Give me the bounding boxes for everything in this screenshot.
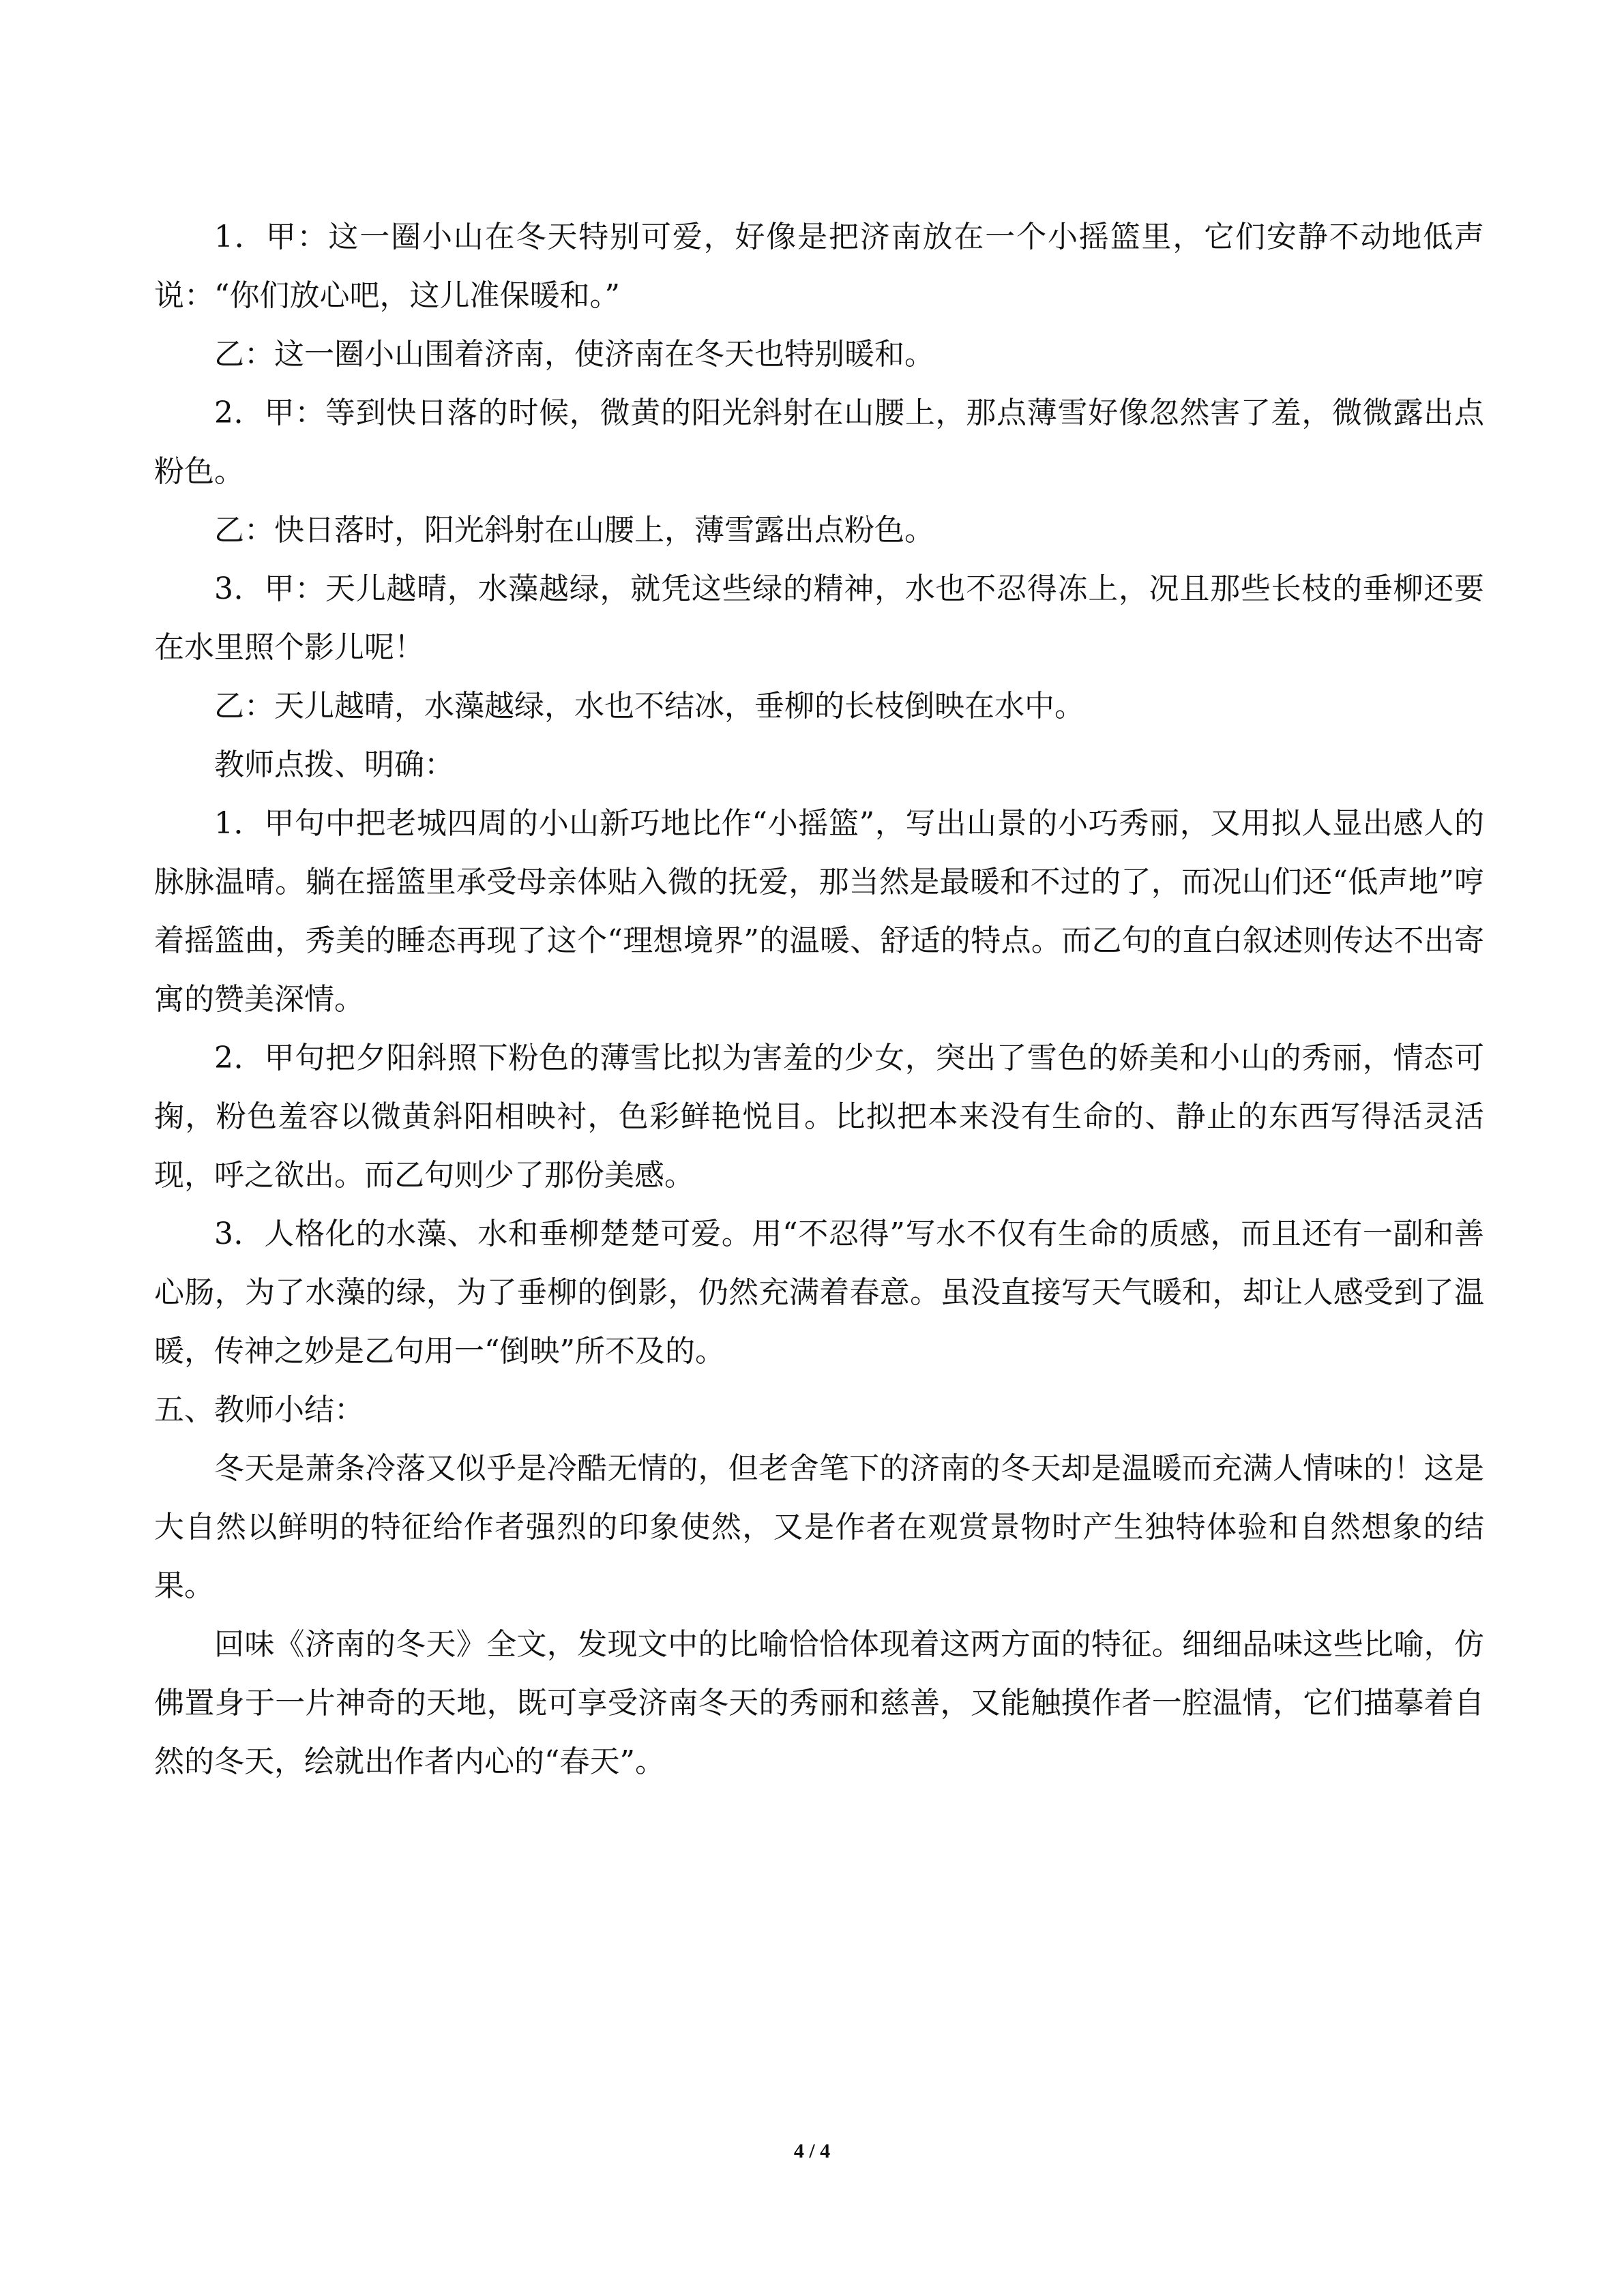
- paragraph-7: 教师点拨、明确：: [214, 747, 454, 782]
- paragraph-10: 3．人格化的水藻、水和垂柳楚楚可爱。用“不忍得”写水不仅有生命的质感，而且还有一副和善心肠，为了水藻的绿，为了垂柳的倒影，仍然充满着春意。虽没直接写天气暖和，却让人感受到了温暖，传神之妙是乙句用一“倒映”所不及的。: [154, 1217, 1484, 1369]
- paragraph-12: 冬天是萧条冷落又似乎是冷酷无情的，但老舍笔下的济南的冬天却是温暖而充满人情味的！这是大自然以鲜明的特征给作者强烈的印象使然，又是作者在观赏景物时产生独特体验和自然想象的结果。: [154, 1451, 1484, 1603]
- paragraph-6: 乙：天儿越晴，水藻越绿，水也不结冰，垂柳的长枝倒映在水中。: [214, 689, 1084, 724]
- paragraph-1: 1．甲：这一圈小山在冬天特别可爱，好像是把济南放在一个小摇篮里，它们安静不动地低声说：“你们放心吧，这儿准保暖和。”: [154, 220, 1484, 313]
- page-number: 4 / 4: [793, 2140, 831, 2162]
- paragraph-5: 3．甲：天儿越晴，水藻越绿，就凭这些绿的精神，水也不忍得冻上，况且那些长枝的垂柳还要在水里照个影儿呢！: [154, 571, 1484, 665]
- document-body: [154, 208, 1484, 1791]
- paragraph-4: 乙：快日落时，阳光斜射在山腰上，薄雪露出点粉色。: [214, 513, 934, 548]
- paragraph-3: 2．甲：等到快日落的时候，微黄的阳光斜射在山腰上，那点薄雪好像忽然害了羞，微微露出点粉色。: [154, 396, 1484, 489]
- paragraph-2: 乙：这一圈小山围着济南，使济南在冬天也特别暖和。: [214, 337, 934, 372]
- paragraph-13: 回味《济南的冬天》全文，发现文中的比喻恰恰体现着这两方面的特征。细细品味这些比喻，仿佛置身于一片神奇的天地，既可享受济南冬天的秀丽和慈善，又能触摸作者一腔温情，它们描摹着自然的冬天，绘就出作者内心的“春天”。: [154, 1627, 1484, 1779]
- paragraph-8: 1．甲句中把老城四周的小山新巧地比作“小摇篮”，写出山景的小巧秀丽，又用拟人显出感人的脉脉温晴。躺在摇篮里承受母亲体贴入微的抚爱，那当然是最暖和不过的了，而况山们还“低声地”哼着摇篮曲，秀美的睡态再现了这个“理想境界”的温暖、舒适的特点。而乙句的直白叙述则传达不出寄寓的赞美深情。: [154, 806, 1484, 1017]
- section-heading: 五、教师小结：: [154, 1392, 364, 1427]
- paragraph-9: 2．甲句把夕阳斜照下粉色的薄雪比拟为害羞的少女，突出了雪色的娇美和小山的秀丽，情态可掬，粉色羞容以微黄斜阳相映衬，色彩鲜艳悦目。比拟把本来没有生命的、静止的东西写得活灵活现，呼之欲出。而乙句则少了那份美感。: [154, 1041, 1484, 1193]
